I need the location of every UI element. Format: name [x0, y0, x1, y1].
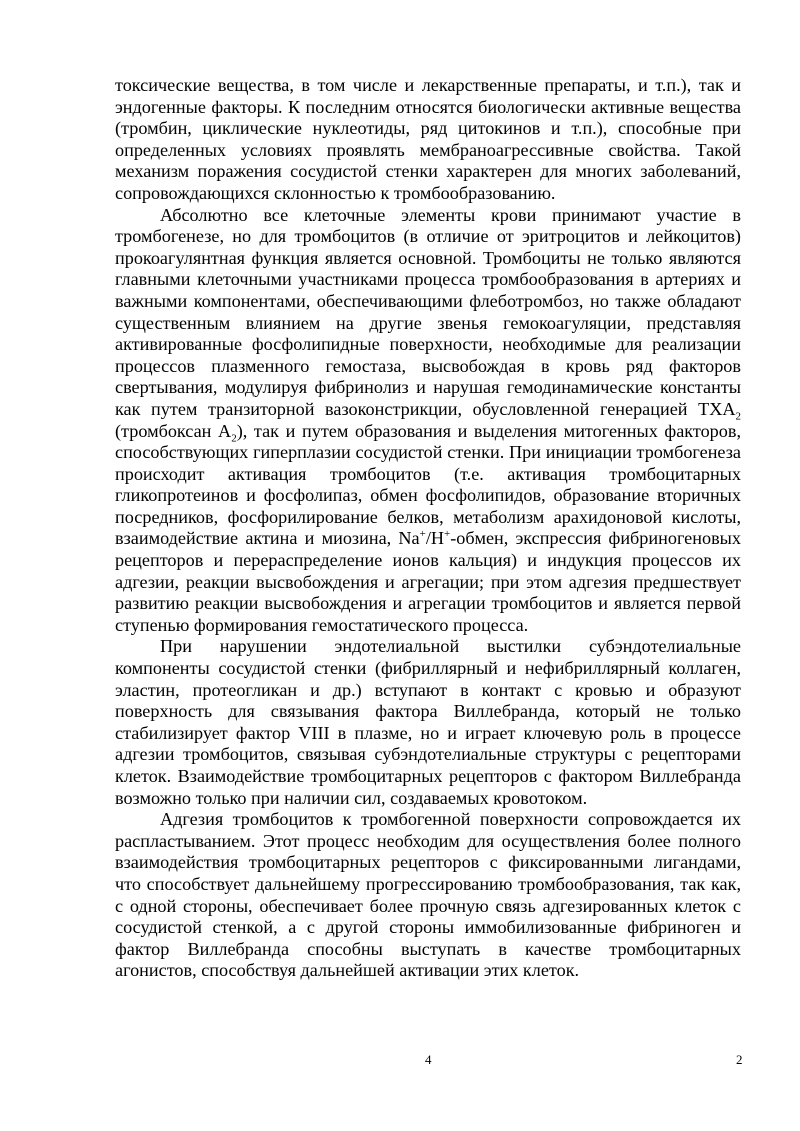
- superscript-plus: +: [419, 528, 426, 541]
- paragraph-2-text-d: /H: [425, 528, 444, 549]
- paragraph-2-text-c: ), так и путем образования и выделения митогенных факторов, способствующих гиперплазии сосудистой стенки. При инициации тромбогенеза происходит активация тромбоцитов (т.е. активация тромбоцитарных гликопротеинов и фосфолипаз, обмен фосфолипидов, образование вторичных посредников, фосфорилирование белков, метаболизм арахидоновой кислоты, взаимодействие актина и миозина, Na: [115, 420, 742, 549]
- paragraph-1: [115, 75, 741, 205]
- page-number-center: 4: [425, 1052, 432, 1067]
- paragraph-3-text: При нарушении эндотелиальной выстилки субэндотелиальные компоненты сосудистой стенки (фибриллярный и нефибриллярный коллаген, эластин, протеогликан и др.) вступают в контакт с кровью и образуют поверхность для связывания фактора Виллебранда, который не только стабилизирует фактор VIII в плазме, но и играет ключевую роль в процессе адгезии тромбоцитов, связывая субэндотелиальные структуры с рецепторами клеток. Взаимодействие тромбоцитарных рецепторов с фактором Виллебранда возможно только при наличии сил, создаваемых кровотоком.: [115, 636, 741, 808]
- paragraph-2-text-a: Абсолютно все клеточные элементы крови принимают участие в тромбогенезе, но для тромбоцитов (в отличие от эритроцитов и лейкоцитов) прокоагулянтная функция является основной. Тромбоциты не только являются главными клеточными участниками процесса тромбообразования в артериях и важными компонентами, обеспечивающими флеботромбоз, но также обладают существенным влиянием на другие звенья гемокоагуляции, представляя активированные фосфолипидные поверхности, необходимые для реализации процессов плазменного гемостаза, высвобождая в кровь ряд факторов свертывания, модулируя фибринолиз и нарушая гемодинамические константы как путем транзиторной вазоконстрикции, обусловленной генерацией ТХА: [115, 204, 741, 419]
- superscript-plus-b: +: [444, 528, 451, 541]
- paragraph-1-text: токсические вещества, в том числе и лекарственные препараты, и т.п.), так и эндогенные факторы. К последним относятся биологически активные вещества (тромбин, циклические нуклеотиды, ряд цитокинов и т.п.), способные при определенных условиях проявлять мембраноагрессивные свойства. Такой механизм поражения сосудистой стенки характерен для многих заболеваний, сопровождающихся склонностью к тромбообразованию.: [115, 75, 741, 203]
- document-body: [115, 75, 741, 982]
- paragraph-4: [115, 809, 741, 982]
- paragraph-2: [115, 205, 741, 637]
- subscript-2: 2: [735, 410, 741, 423]
- paragraph-2-text-e: -обмен, экспрессия фибриногеновых рецепторов и перераспределение ионов кальция) и индукция процессов их адгезии, реакции высвобождения и агрегации; при этом адгезия предшествует развитию реакции высвобождения и агрегации тромбоцитов и является первой ступенью формирования гемостатического процесса.: [115, 528, 741, 635]
- page-number-right: 2: [736, 1052, 743, 1067]
- paragraph-4-text: Адгезия тромбоцитов к тромбогенной поверхности сопровождается их распластыванием. Этот процесс необходим для осуществления более полного взаимодействия тромбоцитарных рецепторов с фиксированными лигандами, что способствует дальнейшему прогрессированию тромбообразования, так как, с одной стороны, обеспечивает более прочную связь адгезированных клеток с сосудистой стенкой, а с другой стороны иммобилизованные фибриноген и фактор Виллебранда способны выступать в качестве тромбоцитарных агонистов, способствуя дальнейшей активации этих клеток.: [115, 809, 741, 981]
- paragraph-2-text-b: (тромбоксан А: [115, 420, 232, 441]
- subscript-2b: 2: [231, 432, 237, 445]
- paragraph-3: [115, 636, 741, 809]
